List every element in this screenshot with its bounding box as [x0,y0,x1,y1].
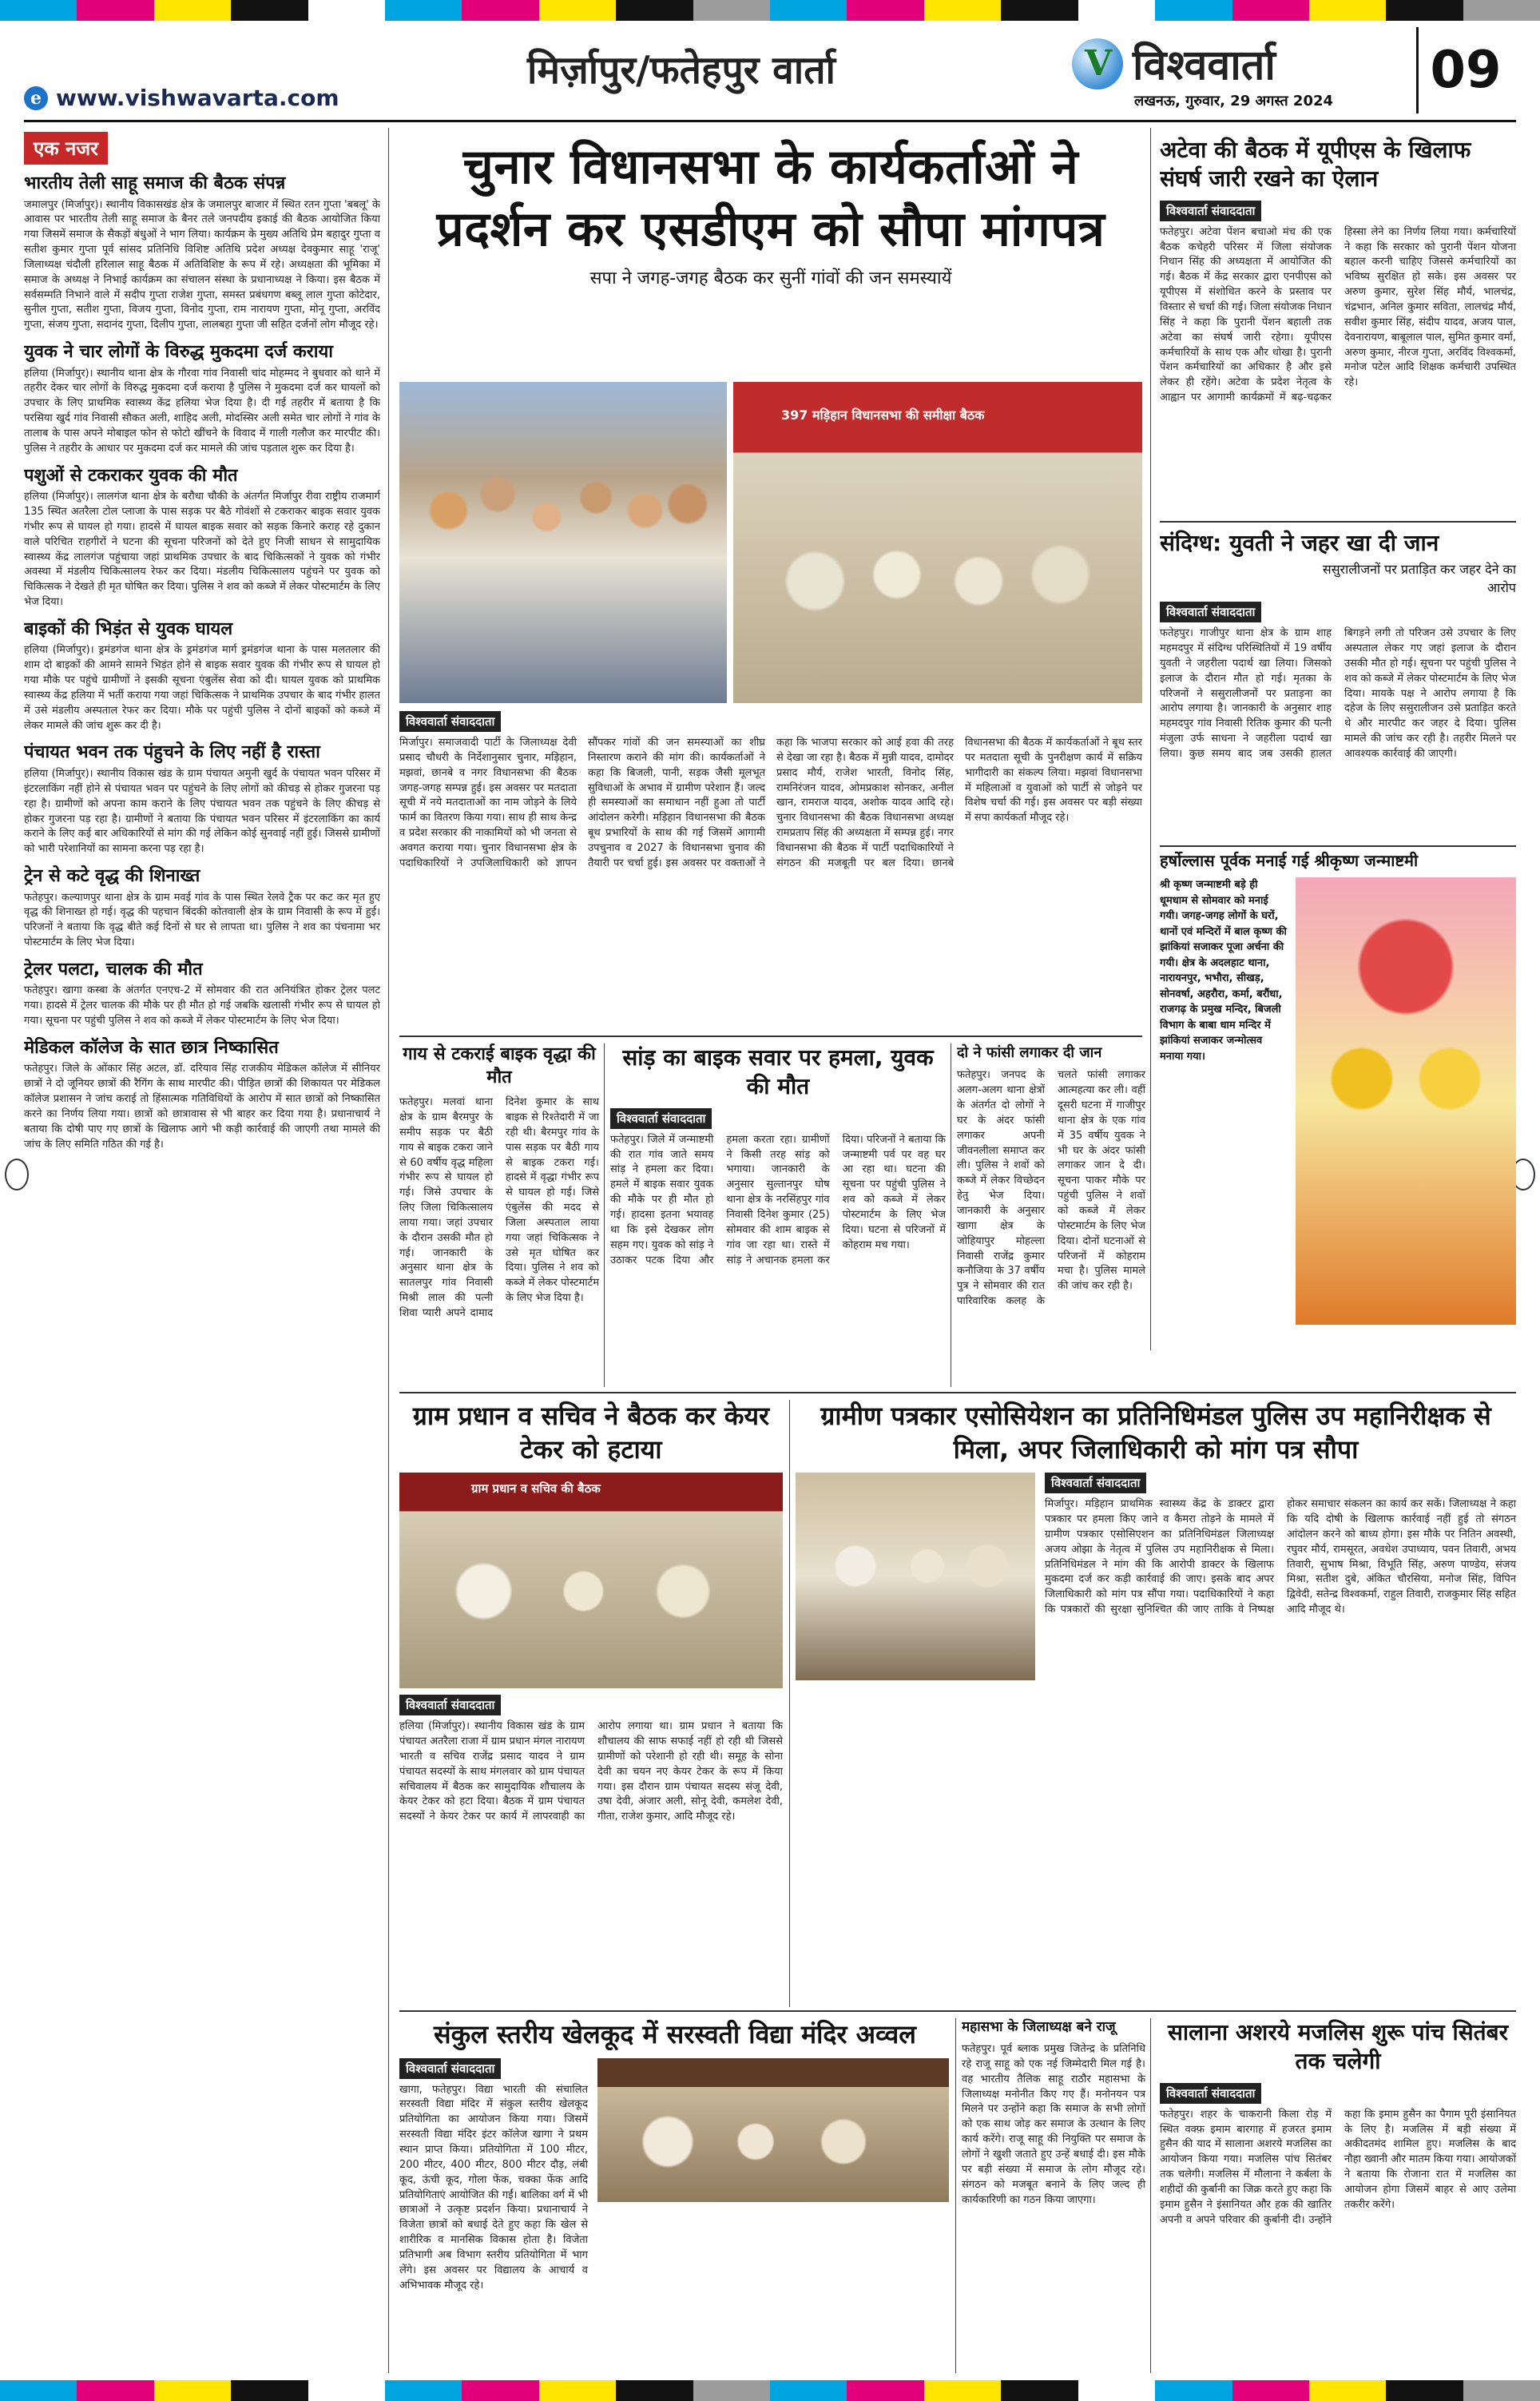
patrakar-photo [796,1473,1035,1680]
article-body: फतेहपुर। जनपद के अलग-अलग थाना क्षेत्रों के अंतर्गत दो लोगों ने घर के अंदर फांसी लगाकर अपनी जीवनलीला समाप्त कर ली। पुलिस ने शवों को कब्जे में लेकर विच्छेदन हेतु भेज दिया। जानकारी के अनुसार खागा क्षेत्र के जोहियापुर मोहल्ला निवासी राजेंद्र कुमार कनौजिया के 37 वर्षीय पुत्र ने सोमवार की रात पारिवारिक कलह के चलते फांसी लगाकर आत्महत्या कर ली। वहीं दूसरी घटना में गाजीपुर थाना क्षेत्र के एक गांव में 35 वर्षीय युवक ने भी घर के अंदर फांसी लगाकर जान दे दी। सूचना पाकर मौके पर पहुंची पुलिस ने शवों को कब्जे में लेकर पोस्टमार्टम के लिए भेज दिया। दोनों घटनाओं से परिजनों में कोहराम मचा है। पुलिस मामले की जांच कर रही है। [957,1069,1145,1308]
byline: विश्ववार्ता संवाददाता [1045,1473,1146,1493]
saand-story [610,1043,946,1387]
sandigdh-story [1160,529,1516,841]
lead-headline-line: प्रदर्शन कर एसडीएम को सौपा मांगपत्र [436,201,1105,257]
story-headline: हर्षोल्लास पूर्वक मनाई गई श्रीकृष्ण जन्माष्टमी [1160,851,1419,870]
byline: विश्ववार्ता संवाददाता [1160,602,1261,622]
janmashtami-content [1160,877,1516,1325]
janmashtami-story [1160,850,1516,1346]
story-headline: दो ने फांसी लगाकर दी जान [957,1044,1102,1061]
patrakar-text [1045,1473,1516,1680]
byline: विश्ववार्ता संवाददाता [610,1108,712,1129]
story-headline: सालाना अशरये मजलिस शुरू पांच सितंबर तक चलेगी [1167,2019,1509,2075]
section-divider [399,1036,1142,1037]
logo-text: विश्ववार्ता [1133,42,1276,89]
brief-headline: पंचायत भवन तक पंहुचने के लिए नहीं है रास्ता [24,742,320,763]
brief-body: जमालपुर (मिर्जापुर)। स्थानीय विकासखंड क्षेत्र के जमालपुर बाजार में स्थित रतन गुप्ता 'बबलू' के आवास पर भारतीय तेली साहू समाज के बैनर तले जनपदीय इकाई की बैठक आयोजित किया गया जिसमें समाज के सैकड़ों बंधुओं ने भाग लिया। कार्यक्रम के मुख्य अतिथि प्रेम बहादुर गुप्ता व सतीश कुमार गुप्ता पूर्व सांसद प्रतिनिधि विशिष्ट अतिथि प्रदेश अध्यक्ष देवकुमार साहू 'राजू' जिलाध्यक्ष चंदौली हरिलाल साहू बैठक में अतिविशिष्ट के रूप में रहे। अध्यक्षता की भूमिका में समाज के अध्यक्ष ने निभाई कार्यक्रम का संचालन संस्था के प्रधानाध्यक्ष ने किया। इस बैठक में सर्वसम्मति निभाने वाले में सदीप गुप्ता राजेश गुप्ता, समस्त प्रबंधगण बब्लू लाल गुप्ता कोटेदार, सुनील गुप्ता, सतीश गुप्ता, विजय गुप्ता, विनोद गुप्ता, राम नारायण गुप्ता, मोनू गुप्ता, अरविंद गुप्ता, संजय गुप्ता, सदानंद गुप्ता, दिलीप गुप्ता, लालबहा गुप्ता जी सहित दर्जनों लोग मौजूद रहे। [24,198,380,332]
brief-body: हलिया (मिर्जापुर)। स्थानीय विकास खंड के ग्राम पंचायत अमुनी खुर्द के पंचायत भवन परिसर में इंटरलाकिंग नहीं होने से पंचायत भवन पर पहुंचने के लिए लोगों को कीचड़ से होकर गुजरना पड़ रहा है। ग्रामीणों को अपना काम कराने के लिए पंचायत भवन तक पहुंचने के लिए कीचड़ से होकर गुजरना पड़ रहा है। ग्रामीणों ने बताया कि पंचायत भवन परिसर में इंटरलाकिंग का कार्य कराने के लिए कई बार अधिकारियों से मांग की गई लेकिन कोई सुनवाई नहीं हुई। जिससे ग्रामीणों को भारी परेशानियों का सामना करना पड़ रहा है। [24,767,380,856]
brief-headline: युवक ने चार लोगों के विरुद्ध मुकदमा दर्ज कराया [24,342,333,363]
brief-headline: मेडिकल कॉलेज के सात छात्र निष्कासित [24,1037,279,1058]
byline: विश्ववार्ता संवाददाता [399,2058,501,2079]
brief [24,465,380,610]
brief-body: हलिया (मिर्जापुर)। लालगंज थाना क्षेत्र के बरौधा चौकी के अंतर्गत मिर्जापुर रीवा राष्ट्रीय राजमार्ग 135 स्थित अतरैला टोल प्लाजा के पास सड़क पर बैठे गोवंशों से टकराकर बाइक सवार युवक गंभीर रूप से घायल हो गया। हादसे में घायल बाइक सवार को सड़क किनारे कराह रहे दुकान वाले परिचित राहगीरों ने घटना की सूचना परिजनों को देते हुए निजी साधन से सामुदायिक स्वास्थ्य केंद्र लालगंज पहुंचाया जहां प्राथमिक उपचार के बाद चिकित्सकों ने युवक को गंभीर अवस्था में मंडलीय चिकित्सालय रेफर कर दिया। मंडलीय चिकित्सालय पहुंचने पर युवक को चिकित्सक ने देखते ही मृत घोषित कर दिया। पुलिस ने शव को कब्जे में लेकर पोस्टमार्टम के लिए भेज दिया। [24,491,380,609]
article-body: खागा, फतेहपुर। विद्या भारती की संचालित सरस्वती विद्या मंदिर में संकुल स्तरीय खेलकूद प्रतियोगिता का आयोजन किया गया। जिसमें सरस्वती विद्या मंदिर इंटर कॉलेज खागा ने प्रथम स्थान प्राप्त किया। प्रतियोगिता में 100 मीटर, 200 मीटर, 400 मीटर, 800 मीटर दौड़, लंबी कूद, ऊंची कूद, गोला फेंक, चक्का फेंक आदि प्रतियोगिताएं आयोजित की गईं। बालिका वर्ग में भी छात्राओं ने उत्कृष्ट प्रदर्शन किया। प्रधानाचार्य ने विजेता छात्रों को बधाई देते हुए कहा कि खेल से शारीरिक व मानसिक विकास होता है। विजेता प्रतिभागी अब विभाग स्तरीय प्रतियोगिता में भाग लेंगे। इस अवसर पर विद्यालय के आचार्य व अभिभावक मौजूद रहे। [399,2083,588,2292]
article-body: फतेहपुर। गाजीपुर थाना क्षेत्र के ग्राम शाह महमदपुर में संदिग्ध परिस्थितियों में 19 वर्षीय युवती ने जहरीला पदार्थ खा लिया। जिसको इलाज के दौरान मौत हो गई। मृतका के परिजनों ने ससुरालीजनों पर प्रताड़ना का आरोप लगाया है। जानकारी के अनुसार शाह महमदपुर गांव निवासी रितिक कुमार की पत्नी मंजुला उर्फ साधना ने जहरीला पदार्थ खा लिया। कुछ समय बाद जब उसकी हालत बिगड़ने लगी तो परिजन उसे उपचार के लिए अस्पताल लेकर गए जहां इलाज के दौरान उसकी मौत हो गई। सूचना पर पहुंची पुलिस ने शव को कब्जे में लेकर पोस्टमार्टम के लिए भेज दिया। मायके पक्ष ने आरोप लगाया है कि दहेज के लिए ससुरालीजन उसे प्रताड़ित करते थे और मारपीट कर जहर दे दिया। पुलिस मामले की जांच कर रही है। तहरीर मिलने पर आवश्यक कार्रवाई की जाएगी। [1160,627,1516,760]
website-url: www.vishwavarta.com [56,85,339,111]
sankul-text [399,2058,588,2294]
article-body: फतेहपुर। शहर के चाकरानी किला रोड़ में स्थित वक्फ़ इमाम बारगाह में हजरत इमाम हुसैन की याद में सालाना अशरये मजलिस का आयोजन किया गया। मजलिस पांच सितंबर तक चलेगी। मजलिस में मौलाना ने कर्बला के शहीदों की कुर्बानी का जिक्र करते हुए कहा कि इमाम हुसैन ने इंसानियत और हक की खातिर अपनी व अपने परिवार की कुर्बानी दी। उन्होंने कहा कि इमाम हुसैन का पैगाम पूरी इंसानियत के लिए है। मजलिस में बड़ी संख्या में अकीदतमंद शामिल हुए। मजलिस के बाद नौहा ख्वानी और मातम किया गया। आयोजकों ने बताया कि रोजाना रात में मजलिस का आयोजन होगा जिसमें बाहर से आए उलेमा तकरीर करेंगे। [1160,2108,1516,2226]
lead-photo-protest [399,382,727,703]
story-headline: ग्राम प्रधान व सचिव ने बैठक कर केयर टेकर को हटाया [412,1401,770,1465]
edition-title: मिर्ज़ापुर/फतेहपुर वार्ता [527,48,835,93]
sankul-story [399,2018,951,2373]
section-divider [399,1392,1516,1393]
brief-headline: ट्रेलर पलटा, चालक की मौत [24,959,203,980]
sankul-content [399,2058,951,2294]
lead-story-body [399,711,1142,1031]
story-headline: महासभा के जिलाध्यक्ष बने राजू [962,2019,1116,2035]
website-link[interactable] [24,85,339,111]
story-headline: सांड़ का बाइक सवार पर हमला, युवक की मौत [622,1044,934,1100]
brief-body: फतेहपुर। कल्याणपुर थाना क्षेत्र के ग्राम मवई गांव के पास स्थित रेलवे ट्रैक पर कट कर मृत हुए वृद्ध की शिनाख्त हो गई। वृद्ध की पहचान बिंदकी कोतवाली क्षेत्र के ग्राम निवासी के रूप में हुई। परिजनों ने बताया कि वृद्ध बीते कई दिनों से घर से लापता था। पुलिस ने शव का पंचनामा भर पोस्टमार्टम के लिए भेज दिया। [24,891,380,949]
byline: विश्ववार्ता संवाददाता [399,711,501,732]
brief-headline: ट्रेन से कटे वृद्ध की शिनाख्त [24,866,200,887]
section-divider [399,2010,1516,2012]
brief-body: फतेहपुर। खागा कस्बा के अंतर्गत एनएच-2 में सोमवार की रात अनियंत्रित होकर ट्रेलर पलट गया। हादसे में ट्रेलर चालक की मौके पर ही मौत हो गई जबकि खलासी गंभीर रूप से घायल हो गया। सूचना पर पहुंची पुलिस ने शव को कब्जे में लेकर पोस्टमार्टम के लिए भेज दिया। [24,984,380,1028]
brief [24,173,380,333]
article-body: हलिया (मिर्जापुर)। स्थानीय विकास खंड के ग्राम पंचायत अतरैला राजा में ग्राम प्रधान मंगल नारायण भारती व सचिव राजेंद्र प्रसाद यादव ने ग्राम पंचायत सदस्यों के साथ मंगलवार को ग्राम पंचायत सचिवालय में बैठक कर सामुदायिक शौचालय के केयर टेकर को हटा दिया। बैठक में ग्राम पंचायत सदस्यों ने केयर टेकर पर कार्य में लापरवाही का आरोप लगाया था। ग्राम प्रधान ने बताया कि शौचालय की साफ सफाई नहीं हो रही थी जिससे ग्रामीणों को परेशानी हो रही थी। समूह के सोना देवी का चयन नए केयर टेकर के रूप में किया गया। इस दौरान ग्राम पंचायत सदस्य संजू देवी, उषा देवी, अंजार अली, सोनू देवी, कमलेश देवी, गीता, राजेश कुमार, आदि मौजूद रहे। [399,1720,783,1823]
banner-text: ग्राम प्रधान व सचिव की बैठक [471,1481,601,1497]
gram-pradhan-photo [399,1473,783,1688]
banner-text: 397 मड़िहान विधानसभा की समीक्षा बैठक [781,407,985,423]
column-divider [955,2018,956,2373]
brief [24,618,380,734]
mahasabha-story [962,2018,1145,2373]
brief-headline: बाइकों की भिड़ंत से युवक घायल [24,618,233,639]
section-label: एक नजर [24,132,108,165]
byline: विश्ववार्ता संवाददाता [1160,201,1261,221]
column-divider [388,128,389,2373]
print-registration-bar-bottom [0,2380,1540,2401]
lead-photo-meeting [733,382,1142,703]
article-body: फतेहपुर। मलवां थाना क्षेत्र के ग्राम बैरमपुर के समीप सड़क पर बैठी गाय से बाइक टकरा जाने से 60 वर्षीय वृद्ध महिला गंभीर रूप से घायल हो गई। जिसे उपचार के लिए जिला चिकित्सालय लाया गया। जहां उपचार के दौरान उसकी मौत हो गई। जानकारी के अनुसार थाना क्षेत्र के सातलपुर गांव निवासी मिश्री लाल की पत्नी शिवा प्यारी अपने दामाद दिनेश कुमार के साथ बाइक से रिश्तेदारी में जा रही थी। बैरमपुर गांव के पास सड़क पर बैठी गाय से बाइक टकरा गई। हादसे में वृद्धा गंभीर रूप से घायल हो गई। जिसे एंबुलेंस की मदद से जिला अस्पताल लाया गया जहां चिकित्सक ने उसे मृत घोषित कर दिया। पुलिस ने शव को कब्जे में लेकर पोस्टमार्टम के लिए भेज दिया है। [399,1096,599,1319]
article-body: फतेहपुर। पूर्व ब्लाक प्रमुख जितेन्द्र के प्रतिनिधि रहे राजू साहू को एक नई जिम्मेदारी मिल गई है। वह भारतीय तैलिक साहू राठौर महासभा के जिलाध्यक्ष मनोनीत किए गए हैं। मनोनयन पत्र मिलने पर उन्होंने कहा कि समाज के सभी लोगों को एक साथ जोड़ कर समाज के उत्थान के लिए कार्य करेंगे। राजू साहू की नियुक्ति पर समाज के लोगों ने खुशी जताते हुए उन्हें बधाई दी। इस मौके पर बड़ी संख्या में समाज के लोग मौजूद रहे। संगठन को मजबूत बनाने के लिए जल्द ही कार्यकारिणी का गठन किया जाएगा। [962,2043,1145,2206]
brief-headline: पशुओं से टकराकर युवक की मौत [24,465,238,486]
janmashtami-photo [1296,877,1516,1325]
story-deck: ससुरालीजनों पर प्रताड़ित कर जहर देने का आरोप [1322,562,1516,595]
lead-subhead: सपा ने जगह-जगह बैठक कर सुनीं गांवों की जन समस्यायें [589,268,952,288]
brief-headline: भारतीय तेली साहू समाज की बैठक संपन्न [24,173,286,193]
byline: विश्ववार्ता संवाददाता [1160,2083,1261,2104]
brief [24,741,380,857]
article-body: मिर्जापुर। समाजवादी पार्टी के जिलाध्यक्ष देवी प्रसाद चौधरी के निर्देशानुसार चुनार, मड़िहान, मझवां, छानबे व नगर विधानसभा की बैठक जगह-जगह सम्पन्न हुई। इस अवसर पर मतदाता सूची में नये मतदाताओं का नाम जोड़ने के लिये फार्म का वितरण किया गया। साथ ही साथ केन्द्र व प्रदेश सरकार की नाकामियों को भी जनता से अवगत कराया गया। चुनार विधानसभा क्षेत्र के पदाधिकारियों ने उपजिलाधिकारी को ज्ञापन सौंपकर गांवों की जन समस्याओं का शीघ्र निस्तारण कराने की मांग की। कार्यकर्ताओं ने कहा कि बिजली, पानी, सड़क जैसी मूलभूत सुविधाओं के अभाव में ग्रामीण परेशान हैं। जल्द ही समस्याओं का समाधान नहीं हुआ तो पार्टी आंदोलन करेगी। मड़िहान विधानसभा की बैठक बूथ प्रभारियों के साथ की गई जिसमें आगामी उपचुनाव व 2027 के विधानसभा चुनाव की तैयारी पर चर्चा हुई। इस अवसर पर वक्ताओं ने कहा कि भाजपा सरकार को आई हवा की तरह से देखा जा रहा है। बैठक में मुन्नी यादव, दामोदर प्रसाद मौर्य, राजेश भारती, विनोद सिंह, रामनिरंजन यादव, ओमप्रकाश सोनकर, अनील खान, रामराज यादव, अशोक यादव आदि रहे। चुनार विधानसभा की बैठक विधानसभा अध्यक्ष रामप्रताप सिंह की अध्यक्षता में सम्पन्न हुई। नगर विधानसभा की बैठक में पार्टी पदाधिकारियों ने संगठन की मजबूती पर बल दिया। छानबे विधानसभा की बैठक में कार्यकर्ताओं ने बूथ स्तर पर मतदाता सूची के पुनरीक्षण कार्य में सक्रिय भागीदारी का संकल्प लिया। मझवां विधानसभा में महिलाओं व युवाओं को पार्टी से जोड़ने पर विशेष चर्चा की गई। इस अवसर पर बड़ी संख्या में सपा कार्यकर्ता मौजूद रहे। [399,737,1142,869]
dateline: लखनऊ, गुरुवार, 29 अगस्त 2024 [1134,93,1334,109]
page-number: 09 [1416,27,1513,113]
story-headline: गाय से टकराई बाइक वृद्धा की मौत [403,1044,596,1087]
lead-headline-line: चुनार विधानसभा के कार्यकर्ताओं ने [462,139,1079,195]
logo-globe-icon [1072,38,1123,89]
column-divider [789,1400,790,2007]
newspaper-logo [1072,35,1276,92]
patrakar-story [796,1400,1516,2007]
story-headline: अटेवा की बैठक में यूपीएस के खिलाफ संघर्ष जारी रखने का ऐलान [1160,137,1471,193]
section-divider [1160,845,1516,847]
column-divider [1150,2018,1151,2373]
article-body: फतेहपुर। जिले में जन्माष्टमी की रात गांव जाते समय सांड़ ने हमला कर दिया। हमले में बाइक सवार युवक की मौके पर ही मौत हो गई। हादसा इतना भयावह था कि इसे देखकर लोग सहम गए। युवक को सांड़ ने उठाकर पटक दिया और हमला करता रहा। ग्रामीणों ने किसी तरह सांड़ को भगाया। जानकारी के अनुसार सुल्तानपुर घोष थाना क्षेत्र के नरसिंहपुर गांव निवासी दिनेश कुमार (25) सोमवार की शाम बाइक से गांव जा रहा था। रास्ते में सांड़ ने अचानक हमला कर दिया। परिजनों ने बताया कि जन्माष्टमी पर्व पर वह घर आ रहा था। घटना की सूचना पर पहुंची पुलिस ने शव को कब्जे में लेकर पोस्टमार्टम के लिए भेज दिया। घटना से परिजनों में कोहराम मच गया। [610,1133,946,1266]
brief [24,865,380,951]
brief [24,1037,380,1153]
ateva-story [1160,136,1516,519]
brief-body: हलिया (मिर्जापुर)। स्थानीय थाना क्षेत्र के गौरवा गांव निवासी चांद मोहम्मद ने बुधवार को थाने में तहरीर देकर चार लोगों के विरुद्ध मुकदमा दर्ज कराया है पुलिस ने मुकदमा दर्ज कर घायलों को उपचार के लिए प्राथमिक स्वास्थ्य केंद्र हलिया भेज दिया है। दी गई तहरीर में बताया है कि परसिया खुर्द गांव निवासी सौकत अली, शाहिद अली, मोदस्सिर अली समेत चार लोगों ने गांव के तालाब के पास अपने मोबाइल फोन से फोटो खींचने के विवाद में गाली गलौज कर मारपीट की। पुलिस ने तहरीर के आधार पर मुकदमा दर्ज कर मामले की जांच पड़ताल शुरू कर दिया है। [24,367,380,455]
byline: विश्ववार्ता संवाददाता [399,1695,501,1715]
gram-pradhan-story [399,1400,783,2007]
patrakar-content [796,1473,1516,1680]
article-body: मिर्जापुर। मड़िहान प्राथमिक स्वास्थ्य केंद्र के डाक्टर द्वारा पत्रकार पर हमला किए जाने व कैमरा तोड़ने के मामले में ग्रामीण पत्रकार एसोसिएशन का प्रतिनिधिमंडल जिलाध्यक्ष अजय ओझा के नेतृत्व में पुलिस उप महानिरीक्षक से मिला। प्रतिनिधिमंडल ने मांग की कि आरोपी डाक्टर के खिलाफ मुकदमा दर्ज कर कड़ी कार्रवाई की जाए। इसके बाद अपर जिलाधिकारी को मांग पत्र सौंपा गया। पदाधिकारियों ने कहा कि पत्रकारों की सुरक्षा सुनिश्चित की जाए ताकि वे निष्पक्ष होकर समाचार संकलन का कार्य कर सकें। जिलाध्यक्ष ने कहा कि यदि दोषी के खिलाफ कार्रवाई नहीं हुई तो संगठन आंदोलन करने को बाध्य होगा। इस मौके पर नितिन अवस्थी, रघुवर मौर्य, रामसूरत, अवधेश उपाध्याय, पवन तिवारी, अभय तिवारी, सुभाष मिश्रा, विभूति सिंह, अरुण पाण्डेय, संजय मिश्रा, सतीश दुबे, अंकित चौरसिया, मनोज सिंह, विपिन द्विवेदी, सतेन्द्र विश्वकर्मा, राहुल तिवारी, राजकुमार सिंह सहित आदि मौजूद थे। [1045,1498,1516,1616]
story-headline: संदिग्ध: युवती ने जहर खा दी जान [1160,530,1439,556]
ek-nazar-column [24,132,380,2373]
brief [24,959,380,1029]
lead-headline [399,136,1142,260]
photo-caption: श्री कृष्ण जन्माष्टमी बड़े ही धूमधाम से सोमवार को मनाई गयी। जगह-जगह लोगों के घरों, थानों एवं मन्दिरों में बाल कृष्ण की झांकियां सजाकर पूजा अर्चना की गयी। क्षेत्र के अदलहाट थाना, नारायनपुर, भभौरा, सीखड़, सोनवर्षा, अहरौरा, कर्मा, बरौंधा, राजगढ़ के प्रमुख मन्दिर, बिजली विभाग के बाबा धाम मन्दिर में झांकियां सजाकर जन्मोत्सव मनाया गया। [1160,879,1287,1063]
phansi-story [957,1043,1145,1387]
story-headline: संकुल स्तरीय खेलकूद में सरस्वती विद्या मंदिर अव्वल [434,2019,916,2049]
print-registration-bar-top [0,0,1540,21]
ashra-story [1160,2018,1516,2373]
brief-body: हलिया (मिर्जापुर)। ड्रमंडगंज थाना क्षेत्र के ड्रमंडगंज मार्ग ड्रमंडगंज थाना के पास मलतलार की शाम दो बाइकों की आमने सामने भिड़ंत होने से बाइक सवार युवक की गंभीर रूप से घायल हो गया मौके पर पहुंचे ग्रामीणों ने इसकी सूचना एंबुलेंस सेवा को दी। घायल युवक को प्राथमिक स्वास्थ्य केंद्र हलिया में भर्ती कराया गया जहां चिकित्सक ने प्राथमिक उपचार के बाद गंभीर हालत में उसे मंडलीय अस्पताल रेफर कर दिया। मौके पर पहुंची पुलिस ने दोनों बाइकों को कब्जे में लेकर मामले की जांच शुरू कर दी है। [24,644,380,732]
lead-story-headline-block [399,136,1142,376]
story-headline: ग्रामीण पत्रकार एसोसियेशन का प्रतिनिधिमंडल पुलिस उप महानिरीक्षक से मिला, अपर जिलाधिकारी को मांग पत्र सौपा [820,1401,1491,1465]
masthead [24,27,1516,122]
browser-icon: e [24,86,48,110]
article-body: फतेहपुर। अटेवा पेंशन बचाओ मंच की एक बैठक कचेहरी परिसर में जिला संयोजक निधान सिंह की अध्यक्षता में आयोजित की गई। बैठक में केंद्र सरकार द्वारा एनपीएस को यूपीएस में संशोधित करने के प्रस्ताव पर विस्तार से चर्चा की गई। जिला संयोजक निधान सिंह ने कहा कि पुरानी पेंशन बहाली तक अटेवा का संघर्ष जारी रहेगा। यूपीएस कर्मचारियों के साथ एक और धोखा है। पुरानी पेंशन कर्मचारियों का अधिकार है और इसे लेकर ही रहेंगे। अटेवा के प्रदेश नेतृत्व के आह्वान पर आगामी कार्यक्रमों में बढ़-चढ़कर हिस्सा लेने का निर्णय लिया गया। कर्मचारियों ने कहा कि सरकार को पुरानी पेंशन योजना बहाल करनी चाहिए जिससे कर्मचारियों का भविष्य सुरक्षित हो सके। इस अवसर पर अरुण कुमार, सुरेश सिंह मौर्य, भालचंद्र, चंद्रभान, अनिल कुमार सविता, लालचंद्र मौर्य, सवीश कुमार सिंह, संदीप यादव, अजय पाल, देवनारायण, बाबूलाल पाल, सुमित कुमार वर्मा, अरुण कुमार, नीरज गुप्ता, अरविंद विश्वकर्मा, मनोज पटेल आदि शिक्षक कर्मचारी उपस्थित रहे। [1160,225,1516,404]
gaay-story [399,1043,599,1387]
section-divider [1160,521,1516,523]
brief [24,341,380,457]
column-divider [1150,128,1151,1350]
sankul-photo [597,2058,949,2202]
brief-body: फतेहपुर। जिले के ओंकार सिंह अटल, डॉ. दरियाव सिंह राजकीय मेडिकल कॉलेज में सीनियर छात्रों ने दो जूनियर छात्रों की रैगिंग के साथ मारपीट की। पीड़ित छात्रों की शिकायत पर मेडिकल कॉलेज प्रशासन ने जांच कराई तो हिंसात्मक गतिविधियों के आरोप में सात छात्रों को निष्कासित करने का निर्णय लिया गया। छात्रों को छात्रावास से भी बाहर कर दिया गया है। प्रधानाचार्य ने बताया कि दोषी पाए गए छात्रों के खिलाफ आगे भी कड़ी कार्रवाई की जाएगी तथा मामले की जांच के लिए समिति गठित की गई है। [24,1063,380,1151]
column-divider [604,1043,605,1387]
